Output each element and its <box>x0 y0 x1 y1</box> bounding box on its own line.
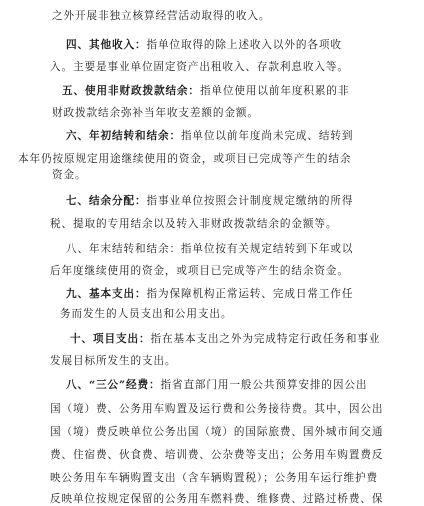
text-line <box>0 448 424 462</box>
text-line <box>0 402 424 416</box>
section-eight-line <box>0 242 424 256</box>
section-four-line <box>0 38 424 52</box>
line-text: 务而发生的人员支出和公用支出。 <box>60 308 233 320</box>
line-text: 反映单位按规定保留的公务用车燃料费、维修费、过路过桥费、保 <box>50 493 384 505</box>
section-heading: 七、结余分配： <box>66 195 147 207</box>
text-line <box>0 354 424 368</box>
line-text: 八、年末结转和结余：指单位按有关规定结转到下年或以 <box>66 243 354 255</box>
text-line <box>0 307 424 321</box>
line-text: 发展目标所发生的支出。 <box>50 355 177 367</box>
text-line <box>0 425 424 439</box>
line-text: 国（境）费反映单位公务出国（境）的国际旅费、国外城市间交通 <box>50 426 384 438</box>
section-heading: 九、基本支出： <box>66 288 147 300</box>
line-text: 指为保障机构正常运转、完成日常工作任 <box>146 288 354 300</box>
line-text: 税、提取的专用结余以及转入非财政拨款结余的金额等。 <box>50 218 338 230</box>
text-line <box>0 60 424 74</box>
section-nine-line <box>0 287 424 301</box>
line-text: 入。主要是事业单位固定资产出租收入、存款利息收入等。 <box>50 61 349 73</box>
section-heading: 四、其他收入： <box>66 39 147 51</box>
section-seven-line <box>0 194 424 208</box>
line-text: 指省直部门用一般公共预算安排的因公出 <box>160 379 368 391</box>
section-heading: 六、年初结转和结余： <box>66 130 181 142</box>
section-heading: 五、使用非财政拨款结余： <box>62 85 200 97</box>
section-heading: 八、“三公”经费： <box>66 379 161 391</box>
line-text: 国（境）费、公务用车购置及运行费和公务接待费。其中，因公出 <box>50 403 384 415</box>
line-text: 指在基本支出之外为完成特定行政任务和事业 <box>150 333 381 345</box>
text-line <box>0 168 424 182</box>
text-line <box>0 264 424 278</box>
line-text: 之外开展非独立核算经营活动取得的收入。 <box>52 10 271 22</box>
line-text: 指单位取得的除上述收入以外的各项收 <box>146 39 342 51</box>
line-text: 指单位以前年度尚未完成、结转到 <box>180 130 354 142</box>
text-line <box>0 106 424 120</box>
line-text: 费、住宿费、伙食费、培训费、公杂费等支出；公务用车购置费反 <box>50 449 384 461</box>
section-heading: 十、项目支出： <box>70 333 151 345</box>
line-text: 财政拨款结余弥补当年收支差额的金额。 <box>52 107 259 119</box>
section-three-public-line <box>0 378 424 392</box>
text-line <box>0 492 424 506</box>
line-text: 后年度继续使用的资金，或项目已完成等产生的结余资金。 <box>50 265 349 277</box>
line-text: 指单位使用以前年度积累的非 <box>199 85 350 97</box>
section-ten-line <box>0 332 424 346</box>
line-text: 指事业单位按照会计制度规定缴纳的所得 <box>146 195 354 207</box>
line-text: 映公务用车车辆购置支出（含车辆购置税）；公务用车运行维护费 <box>50 472 379 484</box>
section-six-line <box>0 129 424 143</box>
text-line <box>0 471 424 485</box>
text-line <box>0 9 424 23</box>
text-line <box>0 217 424 231</box>
line-text: 本年仍按原规定用途继续使用的资金，或项目已完成等产生的结余 <box>18 153 352 165</box>
section-five-line <box>0 84 424 98</box>
line-text: 资金。 <box>52 169 87 181</box>
text-line <box>0 152 424 166</box>
